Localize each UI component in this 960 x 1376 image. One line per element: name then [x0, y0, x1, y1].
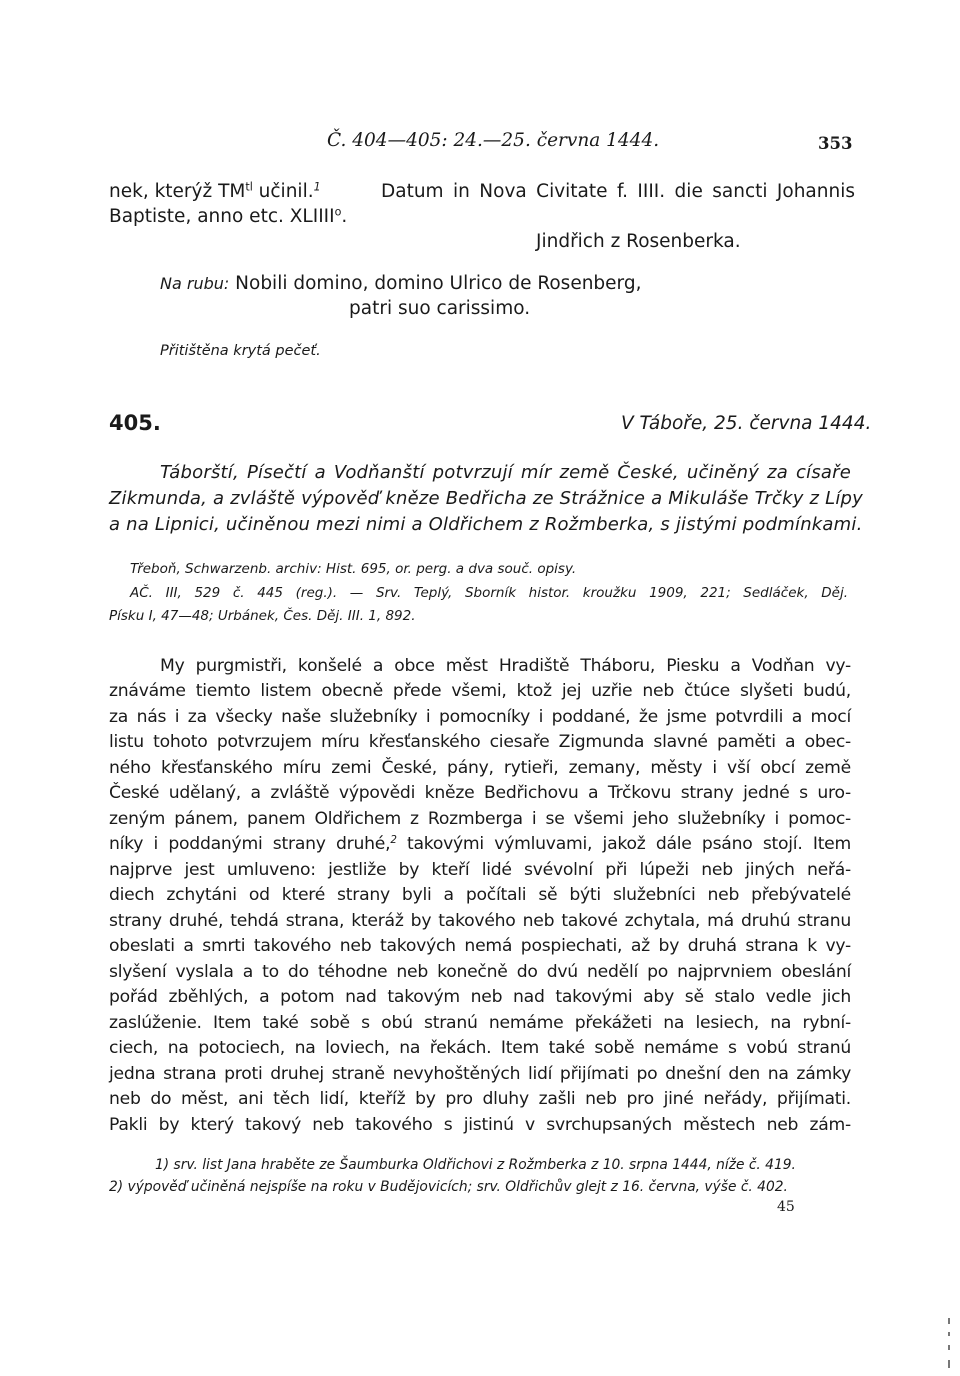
scan-mark — [948, 1332, 950, 1336]
address-label: Na rubu: — [160, 274, 230, 293]
body-line: znáváme tiemto listem obecně přede všemi, ktož jej uzřie neb čtúce slyšeti budú, — [109, 681, 851, 701]
scan-mark — [948, 1318, 950, 1324]
body-line: slyšení vyslala a to do téhodne neb konečně do dvú nedělí po najprvniem obeslání — [109, 962, 851, 982]
body-line: ciech, na potociech, na loviech, na řekách. Item také sobě nemáme s vobú stranú — [109, 1038, 851, 1058]
regest-line: a na Lipnici, učiněnou mezi nimi a Oldřichem z Rožmberka, s jistými podmínkami. — [109, 514, 863, 535]
regest-line: Táborští, Písečtí a Vodňanští potvrzují mír země České, učiněný za císaře — [160, 462, 851, 483]
signature-mark: 45 — [777, 1199, 795, 1215]
dating-clause: Datum in Nova Civitate f. IIII. die sancti Johannis — [381, 181, 855, 202]
body-line: strany druhé, tehdá strana, kteráž by takového neb takové zchytala, má druhú stranu — [109, 911, 851, 931]
body-line: České udělaný, a zvláště výpovědi kněze Bedřichovu a Trčkovu strany jedné s uro- — [109, 783, 851, 803]
body-line-with-footnote — [109, 834, 851, 858]
page-number: 353 — [818, 134, 853, 153]
closing-line-1 — [109, 181, 321, 202]
body-line-8-rest: takovými výmluvami, jakož dále psáno stojí. Item — [396, 834, 852, 854]
body-line: listu tohoto potvrzujem míru křesťanského ciesaře Zigmunda slavné paměti a obec- — [109, 732, 851, 752]
address-line-1 — [160, 273, 641, 294]
scan-mark — [948, 1345, 950, 1350]
footnote-ref-1[interactable]: 1 — [313, 180, 321, 194]
closing-text-2: učinil. — [252, 181, 314, 202]
regest-line: Zikmunda, a zvláště výpověď kněze Bedřicha ze Strážnice a Mikuláše Trčky z Lípy — [109, 488, 863, 509]
footnote-ref-2[interactable]: 2 — [390, 833, 397, 846]
closing-text: nek, kterýž TM — [109, 181, 246, 202]
body-line: pořád zběhlých, a potom nad takovým neb nad takovými aby sě stalo vedle jich — [109, 987, 851, 1007]
closing-line-2-text: Baptiste, anno etc. XLIIII — [109, 206, 335, 227]
document-number: 405. — [109, 411, 161, 435]
body-line: zaslúženie. Item také sobě s obú stranú nemáme překážeti na lesiech, na rybní- — [109, 1013, 851, 1033]
source-line: Třeboň, Schwarzenb. archiv: Hist. 695, or. perg. a dva souč. opisy. — [130, 561, 577, 577]
scan-mark — [948, 1360, 950, 1368]
address-line-2: patri suo carissimo. — [349, 298, 531, 319]
body-line: jedna strana proti druhej straně nevyhoštěných lidí přijímati po dnešní den na zámky — [109, 1064, 851, 1084]
body-line: neb do měst, ani těch lidí, kteříž by pro dluhy zašli neb pro jiné neřády, přijímati. — [109, 1089, 851, 1109]
source-line: Písku I, 47—48; Urbánek, Čes. Děj. III. 1, 892. — [109, 608, 416, 624]
body-line: zeným pánem, panem Oldřichem z Rozmberga i se všemi jeho služebníky i pomoc- — [109, 809, 851, 829]
body-line: najprve jest umluveno: jestliže by kteří lidé svévolní při lúpeži neb jiných neřá- — [109, 860, 851, 880]
source-line: AČ. III, 529 č. 445 (reg.). — Srv. Teplý, Sborník histor. kroužku 1909, 221; Sedláček, Děj. — [130, 585, 848, 601]
body-line: obeslati a smrti takového neb takových nemá pospiechati, až by druhá strana k vy- — [109, 936, 851, 956]
closing-line-2 — [109, 206, 347, 227]
address-text-1: Nobili domino, domino Ulrico de Rosenberg, — [235, 273, 642, 294]
body-line: ného křesťanského míru zemi České, pány, rytieři, zemany, městy i vší obcí země — [109, 758, 851, 778]
body-line-8-start: níky i poddanými strany druhé, — [109, 834, 391, 854]
body-line: diech zchytáni od které strany byli a počítali sě býti služebníci neb přebývatelé — [109, 885, 851, 905]
footnote-2: 2) výpověď učiněná nejspíše na roku v Budějovicích; srv. Oldřichův glejt z 16. června, výše č. 402. — [109, 1179, 788, 1195]
ordinal-sup: o — [334, 205, 342, 219]
running-head: Č. 404—405: 24.—25. června 1444. — [327, 130, 660, 151]
footnote-1: 1) srv. list Jana hraběte ze Šaumburka Oldřichovi z Rožmberka z 10. srpna 1444, níže č. 419. — [155, 1157, 796, 1173]
body-line: Pakli by který takový neb takového s jistinú v svrchupsaných městech neb zám- — [109, 1115, 851, 1135]
seal-note: Přitištěna krytá pečeť. — [160, 343, 321, 359]
place-date: V Táboře, 25. června 1444. — [621, 413, 872, 434]
signature: Jindřich z Rosenberka. — [536, 231, 741, 252]
body-line: za nás i za všecky naše služebníky i pomocníky i poddané, že jsme potvrdili a mocí — [109, 707, 851, 727]
abbrev-sup: tl — [245, 180, 253, 194]
body-line: My purgmistři, konšelé a obce měst Hradiště Tháboru, Piesku a Vodňan vy- — [160, 656, 851, 676]
closing-line-2-end: . — [341, 206, 348, 227]
